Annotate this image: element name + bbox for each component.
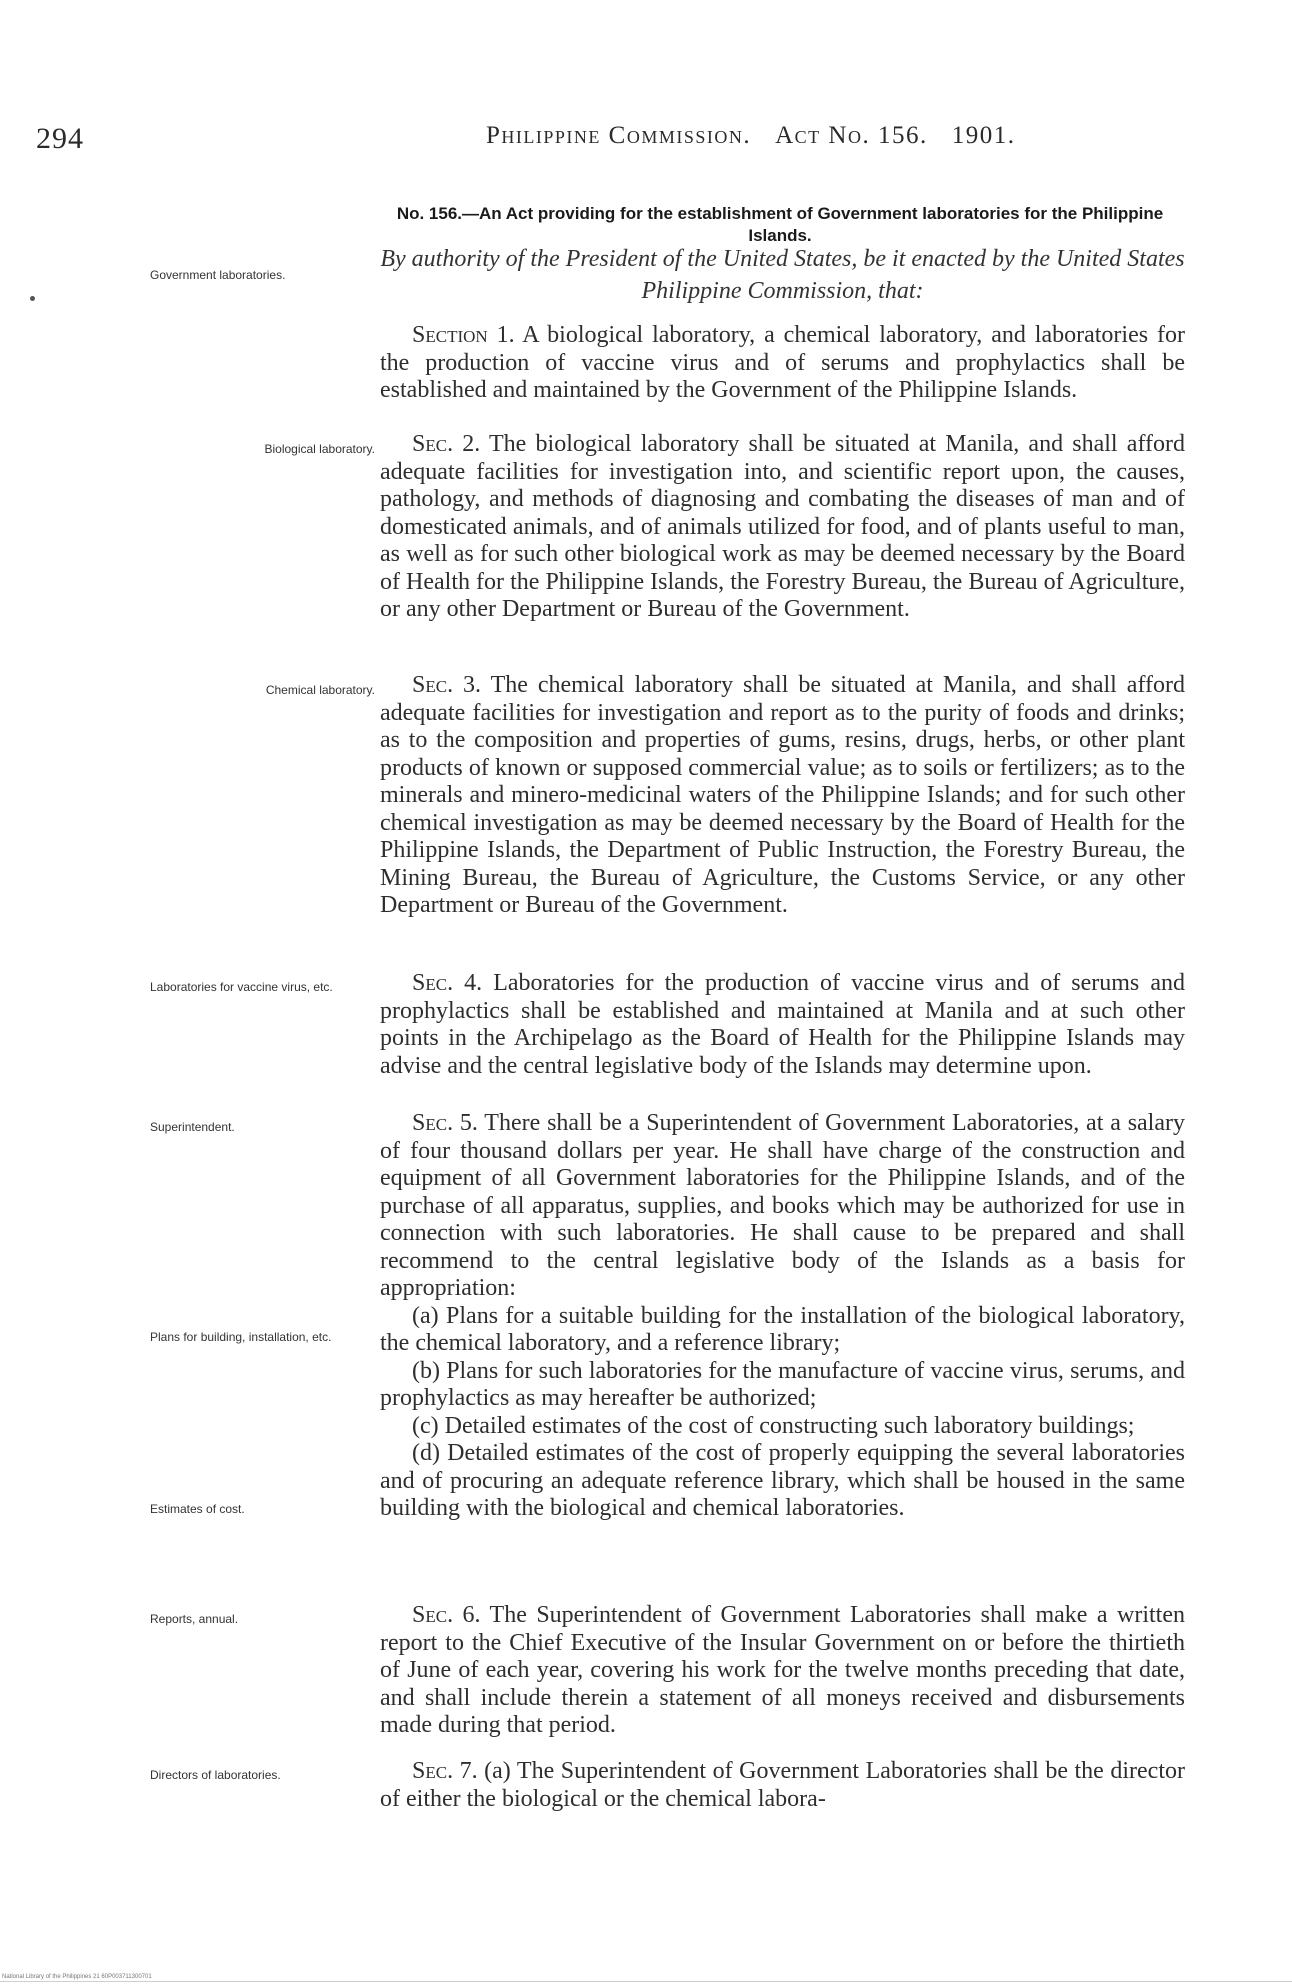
section-6-label: Sec. 6. bbox=[412, 1602, 481, 1628]
section-2-label: Sec. 2. bbox=[412, 431, 481, 457]
section-7 bbox=[380, 1758, 1185, 1813]
section-3-text: The chemical laboratory shall be situated at Manila, and shall afford adequate facilities for investigation and report as to the purity of foods and drinks; as to the composition and properties of gums, resins, drugs, herbs, or other plant products of known or supposed commercial value; as to soils or fertilizers; as to the minerals and minero-medicinal waters of the Philippine Islands; and for such other chemical investigation as may be deemed necessary by the Board of Health for the Philippine Islands, the Department of Public Instruction, the Forestry Bureau, the Mining Bureau, the Bureau of Agriculture, the Customs Service, or any other Department or Bureau of the Government. bbox=[380, 672, 1185, 918]
margin-note-estimates: Estimates of cost. bbox=[150, 1502, 245, 1516]
section-4 bbox=[380, 970, 1185, 1080]
section-6 bbox=[380, 1602, 1185, 1740]
section-2 bbox=[380, 431, 1185, 624]
footer-rule bbox=[0, 1981, 1292, 1982]
section-7-text: (a) The Superintendent of Government Laboratories shall be the director of either the biological or the chemical labora- bbox=[380, 1758, 1185, 1812]
section-1-text: A biological laboratory, a chemical laboratory, and laboratories for the production of vaccine virus and of serums and prophylactics shall be established and maintained by the Government of the Philippine Islands. bbox=[380, 322, 1185, 403]
section-5-clause-d: (d) Detailed estimates of the cost of properly equipping the several laboratories and of procuring an adequate reference library, which shall be housed in the same building with the biological and chemical laboratories. bbox=[380, 1440, 1185, 1521]
enacting-clause: By authority of the President of the United States, be it enacted by the United States Philippine Commission, that: bbox=[380, 246, 1185, 304]
page-number: 294 bbox=[36, 122, 84, 155]
running-head-act: Act No. 156. bbox=[775, 122, 928, 149]
section-3 bbox=[380, 672, 1185, 920]
running-head-year: 1901. bbox=[951, 122, 1016, 149]
margin-note-chemical-laboratory: Chemical laboratory. bbox=[265, 683, 375, 697]
section-5-clause-b: (b) Plans for such laboratories for the manufacture of vaccine virus, serums, and prophylactics as may hereafter be authorized; bbox=[380, 1357, 1185, 1411]
section-1-label: Section 1. bbox=[412, 322, 515, 348]
section-5-clause-a: (a) Plans for a suitable building for the installation of the biological laboratory, the chemical laboratory, and a reference library; bbox=[380, 1302, 1185, 1356]
running-head-commission: Philippine Commission. bbox=[486, 122, 752, 149]
margin-note-biological-laboratory: Biological laboratory. bbox=[264, 442, 375, 456]
section-5-clause-c: (c) Detailed estimates of the cost of constructing such laboratory buildings; bbox=[412, 1412, 1135, 1439]
section-5 bbox=[380, 1110, 1185, 1523]
margin-note-government-laboratories: Government laboratories. bbox=[150, 268, 286, 282]
margin-note-reports: Reports, annual. bbox=[150, 1612, 239, 1626]
section-5-label: Sec. 5. bbox=[412, 1110, 478, 1136]
act-title: No. 156.—An Act providing for the establishment of Government laboratories for the Philippine Islands. bbox=[396, 204, 1164, 245]
margin-note-vaccine-laboratories: Laboratories for vaccine virus, etc. bbox=[150, 980, 333, 994]
running-head bbox=[486, 122, 1015, 150]
section-6-text: The Superintendent of Government Laboratories shall make a written report to the Chief Executive of the Insular Government on or before the thirtieth of June of each year, covering his work for the twelve months preceding that date, and shall include therein a statement of all moneys received and disbursements made during that period. bbox=[380, 1602, 1185, 1738]
margin-dot-mark bbox=[30, 296, 35, 301]
section-5-text: There shall be a Superintendent of Government Laboratories, at a salary of four thousand dollars per year. He shall have charge of the construction and equipment of all Government laboratories for the Philippine Islands, and of the purchase of all apparatus, supplies, and books which may be authorized for use in connection with such laboratories. He shall cause to be prepared and shall recommend to the central legislative body of the Islands as a basis for appropriation: bbox=[380, 1110, 1185, 1301]
section-1 bbox=[380, 322, 1185, 405]
library-stamp: National Library of the Philippines 21 60P003711300701 bbox=[2, 1974, 152, 1980]
section-2-text: The biological laboratory shall be situated at Manila, and shall afford adequate facilities for investigation into, and scientific report upon, the causes, pathology, and methods of diagnosing and combating the diseases of man and of domesticated animals, and of animals utilized for food, and of plants useful to man, as well as for such other biological work as may be deemed necessary by the Board of Health for the Philippine Islands, the Forestry Bureau, the Bureau of Agriculture, or any other Department or Bureau of the Government. bbox=[380, 431, 1185, 622]
section-4-text: Laboratories for the production of vaccine virus and of serums and prophylactics shall be established and maintained at Manila and at such other points in the Archipelago as the Board of Health for the Philippine Islands may advise and the central legislative body of the Islands may determine upon. bbox=[380, 970, 1185, 1079]
margin-note-directors: Directors of laboratories. bbox=[150, 1768, 281, 1782]
section-3-label: Sec. 3. bbox=[412, 672, 482, 698]
section-7-label: Sec. 7. bbox=[412, 1758, 478, 1784]
margin-note-plans: Plans for building, installation, etc. bbox=[150, 1330, 332, 1344]
section-4-label: Sec. 4. bbox=[412, 970, 483, 996]
margin-note-superintendent: Superintendent. bbox=[150, 1120, 235, 1134]
